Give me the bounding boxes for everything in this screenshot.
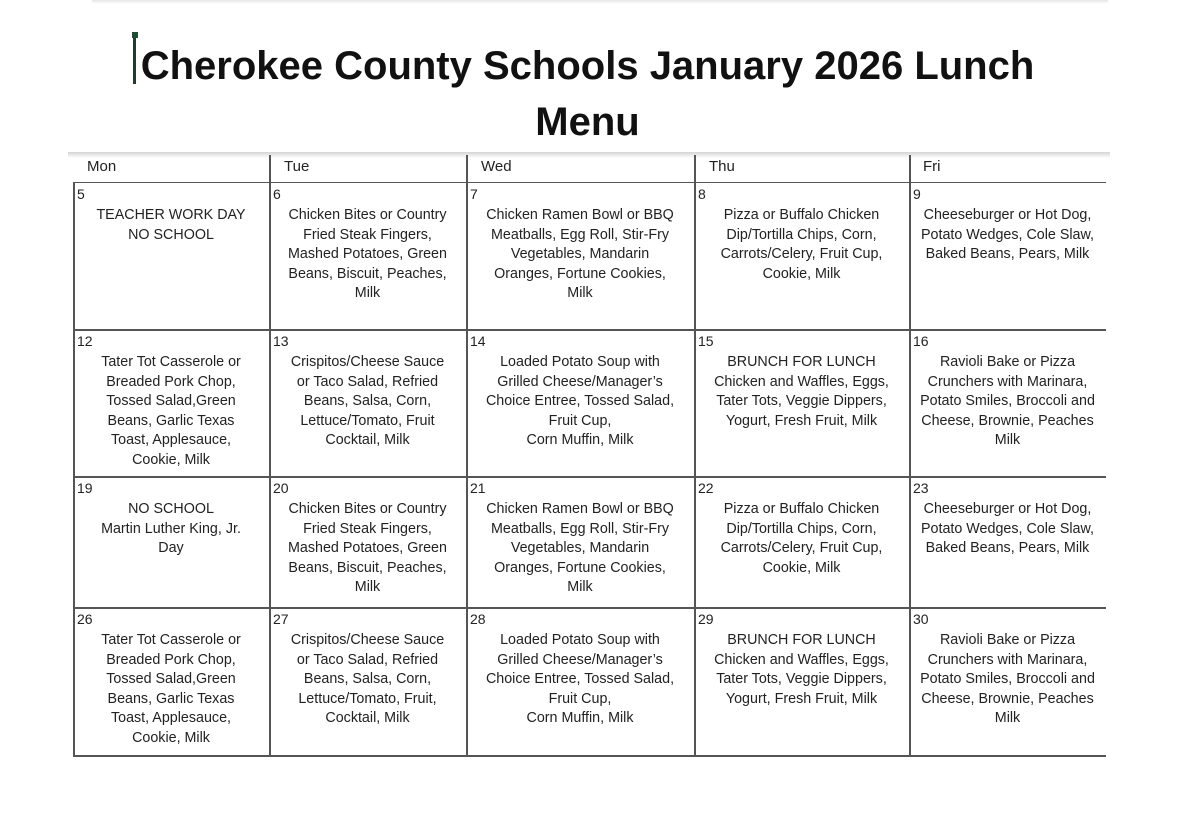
day-cell-wed xyxy=(466,182,694,329)
day-cell-wed xyxy=(466,607,694,755)
day-number: 20 xyxy=(273,480,289,496)
day-menu-text: Tater Tot Casserole or Breaded Pork Chop, Tossed Salad,Green Beans, Garlic Texas Toast, Applesauce, Cookie, Milk xyxy=(101,354,241,468)
day-number: 15 xyxy=(698,333,714,349)
day-number: 7 xyxy=(470,186,478,202)
day-number: 9 xyxy=(913,186,921,202)
day-cell-wed xyxy=(466,476,694,607)
page-title xyxy=(0,38,1175,150)
day-menu-text: Cheeseburger or Hot Dog, Potato Wedges, Cole Slaw, Baked Beans, Pears, Milk xyxy=(921,501,1094,557)
day-menu-text: BRUNCH FOR LUNCH Chicken and Waffles, Eggs, Tater Tots, Veggie Dippers, Yogurt, Fresh Fruit, Milk xyxy=(714,632,889,707)
day-menu-text: NO SCHOOL Martin Luther King, Jr. Day xyxy=(101,501,241,557)
day-number: 30 xyxy=(913,611,929,627)
day-cell-tue xyxy=(269,607,466,755)
day-menu-text: Chicken Ramen Bowl or BBQ Meatballs, Egg Roll, Stir-Fry Vegetables, Mandarin Oranges, Fortune Cookies, Milk xyxy=(486,501,674,596)
menu-calendar-grid xyxy=(73,155,1106,755)
day-menu-text: Pizza or Buffalo Chicken Dip/Tortilla Chips, Corn, Carrots/Celery, Fruit Cup, Cookie, Milk xyxy=(720,501,883,576)
day-number: 16 xyxy=(913,333,929,349)
day-number: 27 xyxy=(273,611,289,627)
grid-line-horizontal xyxy=(73,755,1106,757)
day-number: 26 xyxy=(77,611,93,627)
day-menu-text: TEACHER WORK DAY NO SCHOOL xyxy=(96,207,246,243)
day-menu-text: Loaded Potato Soup with Grilled Cheese/Manager’s Choice Entree, Tossed Salad, Fruit Cup, Corn Muffin, Milk xyxy=(485,354,675,449)
day-number: 23 xyxy=(913,480,929,496)
day-number: 22 xyxy=(698,480,714,496)
day-menu-text: Ravioli Bake or Pizza Crunchers with Marinara, Potato Smiles, Broccoli and Cheese, Brownie, Peaches Milk xyxy=(920,632,1095,727)
day-menu-text: Chicken Bites or Country Fried Steak Fingers, Mashed Potatoes, Green Beans, Biscuit, Peaches, Milk xyxy=(288,501,447,596)
day-menu-text: BRUNCH FOR LUNCH Chicken and Waffles, Eggs, Tater Tots, Veggie Dippers, Yogurt, Fresh Fruit, Milk xyxy=(714,354,889,429)
day-cell-tue xyxy=(269,182,466,329)
day-menu-text: Pizza or Buffalo Chicken Dip/Tortilla Chips, Corn, Carrots/Celery, Fruit Cup, Cookie, Milk xyxy=(720,207,883,282)
day-cell-mon xyxy=(73,329,269,476)
weekday-header-thu: Thu xyxy=(709,158,735,175)
day-menu-text: Crispitos/Cheese Sauce or Taco Salad, Refried Beans, Salsa, Corn, Lettuce/Tomato, Fruit, Cocktail, Milk xyxy=(290,632,445,727)
weekday-header-tue: Tue xyxy=(284,158,310,175)
day-cell-fri xyxy=(909,329,1106,476)
day-number: 29 xyxy=(698,611,714,627)
day-number: 12 xyxy=(77,333,93,349)
day-menu-text: Loaded Potato Soup with Grilled Cheese/Manager’s Choice Entree, Tossed Salad, Fruit Cup, Corn Muffin, Milk xyxy=(485,632,675,727)
title-line-1: Cherokee County Schools January 2026 Lunch xyxy=(140,44,1035,88)
day-number: 6 xyxy=(273,186,281,202)
day-cell-wed xyxy=(466,329,694,476)
weekday-header-mon: Mon xyxy=(87,158,117,175)
day-cell-tue xyxy=(269,476,466,607)
top-divider xyxy=(92,0,1108,4)
day-number: 14 xyxy=(470,333,486,349)
day-cell-thu xyxy=(694,476,909,607)
day-menu-text: Cheeseburger or Hot Dog, Potato Wedges, Cole Slaw, Baked Beans, Pears, Milk xyxy=(921,207,1094,263)
day-cell-fri xyxy=(909,476,1106,607)
weekday-header-wed: Wed xyxy=(481,158,512,175)
day-number: 21 xyxy=(470,480,486,496)
day-cell-mon xyxy=(73,476,269,607)
day-cell-mon xyxy=(73,182,269,329)
title-line-2: Menu xyxy=(535,100,640,144)
day-number: 5 xyxy=(77,186,85,202)
day-cell-thu xyxy=(694,182,909,329)
day-number: 13 xyxy=(273,333,289,349)
day-cell-mon xyxy=(73,607,269,755)
day-number: 28 xyxy=(470,611,486,627)
weekday-header-row xyxy=(73,155,1106,183)
day-cell-thu xyxy=(694,329,909,476)
day-cell-thu xyxy=(694,607,909,755)
day-menu-text: Crispitos/Cheese Sauce or Taco Salad, Refried Beans, Salsa, Corn, Lettuce/Tomato, Fruit Cocktail, Milk xyxy=(290,354,445,449)
day-number: 8 xyxy=(698,186,706,202)
day-menu-text: Tater Tot Casserole or Breaded Pork Chop, Tossed Salad,Green Beans, Garlic Texas Toast, Applesauce, Cookie, Milk xyxy=(101,632,241,746)
day-cell-fri xyxy=(909,607,1106,755)
day-menu-text: Chicken Ramen Bowl or BBQ Meatballs, Egg Roll, Stir-Fry Vegetables, Mandarin Oranges, Fortune Cookies, Milk xyxy=(486,207,674,302)
day-number: 19 xyxy=(77,480,93,496)
day-cell-fri xyxy=(909,182,1106,329)
day-menu-text: Chicken Bites or Country Fried Steak Fingers, Mashed Potatoes, Green Beans, Biscuit, Peaches, Milk xyxy=(288,207,447,302)
day-menu-text: Ravioli Bake or Pizza Crunchers with Marinara, Potato Smiles, Broccoli and Cheese, Brownie, Peaches Milk xyxy=(920,354,1095,449)
weekday-header-fri: Fri xyxy=(923,158,941,175)
day-cell-tue xyxy=(269,329,466,476)
